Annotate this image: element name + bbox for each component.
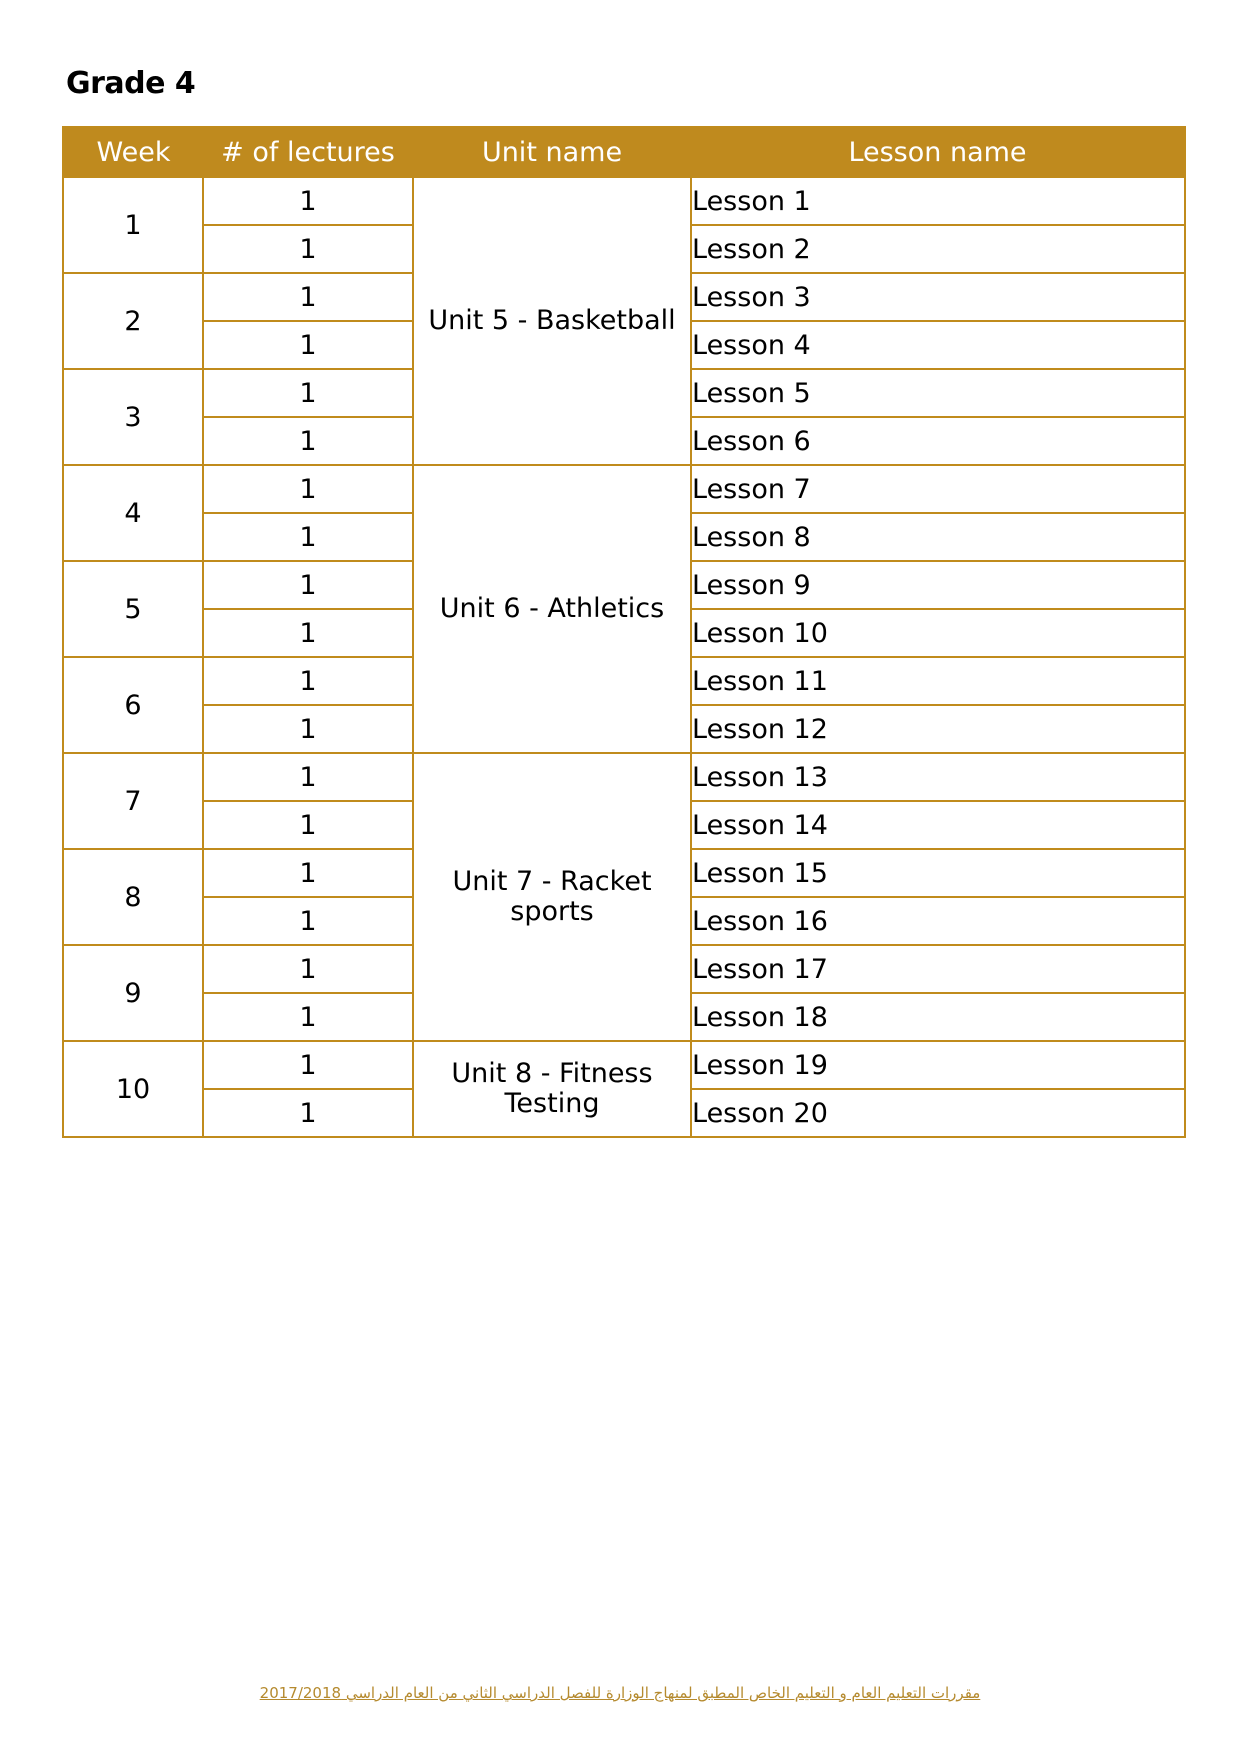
table-row [63, 465, 1185, 513]
page-footer: مقررات التعليم العام و التعليم الخاص المطبق لمنهاج الوزارة للفصل الدراسي الثاني من العام الدراسي 2017/2018 [259, 1684, 981, 1702]
lesson-cell: Lesson 7 [691, 465, 1185, 513]
lesson-cell: Lesson 6 [691, 417, 1185, 465]
header-row [63, 127, 1185, 177]
unit-cell: Unit 7 - Racket sports [413, 753, 691, 1041]
week-cell: 10 [63, 1041, 203, 1137]
lectures-cell: 1 [203, 849, 413, 897]
lectures-cell: 1 [203, 609, 413, 657]
lesson-cell: Lesson 8 [691, 513, 1185, 561]
lesson-cell: Lesson 1 [691, 177, 1185, 225]
header-week: Week [63, 127, 203, 177]
lectures-cell: 1 [203, 657, 413, 705]
lesson-cell: Lesson 20 [691, 1089, 1185, 1137]
week-cell: 2 [63, 273, 203, 369]
lectures-cell: 1 [203, 177, 413, 225]
unit-cell: Unit 8 - Fitness Testing [413, 1041, 691, 1137]
lectures-cell: 1 [203, 417, 413, 465]
week-cell: 8 [63, 849, 203, 945]
week-cell: 7 [63, 753, 203, 849]
week-cell: 3 [63, 369, 203, 465]
lectures-cell: 1 [203, 1089, 413, 1137]
lectures-cell: 1 [203, 801, 413, 849]
lesson-cell: Lesson 16 [691, 897, 1185, 945]
table-row [63, 753, 1185, 801]
lectures-cell: 1 [203, 945, 413, 993]
lectures-cell: 1 [203, 561, 413, 609]
week-cell: 6 [63, 657, 203, 753]
lectures-cell: 1 [203, 993, 413, 1041]
page-title: Grade 4 [66, 66, 196, 101]
lesson-cell: Lesson 3 [691, 273, 1185, 321]
week-cell: 1 [63, 177, 203, 273]
lesson-cell: Lesson 5 [691, 369, 1185, 417]
week-cell: 4 [63, 465, 203, 561]
lectures-cell: 1 [203, 321, 413, 369]
table-row [63, 177, 1185, 225]
lectures-cell: 1 [203, 273, 413, 321]
lesson-cell: Lesson 2 [691, 225, 1185, 273]
lectures-cell: 1 [203, 705, 413, 753]
lesson-cell: Lesson 17 [691, 945, 1185, 993]
week-cell: 9 [63, 945, 203, 1041]
lesson-cell: Lesson 15 [691, 849, 1185, 897]
header-unit-name: Unit name [413, 127, 691, 177]
lesson-cell: Lesson 19 [691, 1041, 1185, 1089]
lesson-cell: Lesson 11 [691, 657, 1185, 705]
lesson-cell: Lesson 18 [691, 993, 1185, 1041]
lesson-cell: Lesson 9 [691, 561, 1185, 609]
header-lesson-name: Lesson name [691, 127, 1185, 177]
lectures-cell: 1 [203, 225, 413, 273]
lesson-cell: Lesson 13 [691, 753, 1185, 801]
header-lectures: # of lectures [203, 127, 413, 177]
lesson-cell: Lesson 4 [691, 321, 1185, 369]
lectures-cell: 1 [203, 897, 413, 945]
unit-cell: Unit 6 - Athletics [413, 465, 691, 753]
lesson-cell: Lesson 14 [691, 801, 1185, 849]
lesson-cell: Lesson 10 [691, 609, 1185, 657]
lectures-cell: 1 [203, 753, 413, 801]
lesson-cell: Lesson 12 [691, 705, 1185, 753]
week-cell: 5 [63, 561, 203, 657]
lectures-cell: 1 [203, 465, 413, 513]
unit-cell: Unit 5 - Basketball [413, 177, 691, 465]
schedule-table [62, 126, 1186, 1138]
table-row [63, 1041, 1185, 1089]
lectures-cell: 1 [203, 369, 413, 417]
lectures-cell: 1 [203, 513, 413, 561]
lectures-cell: 1 [203, 1041, 413, 1089]
